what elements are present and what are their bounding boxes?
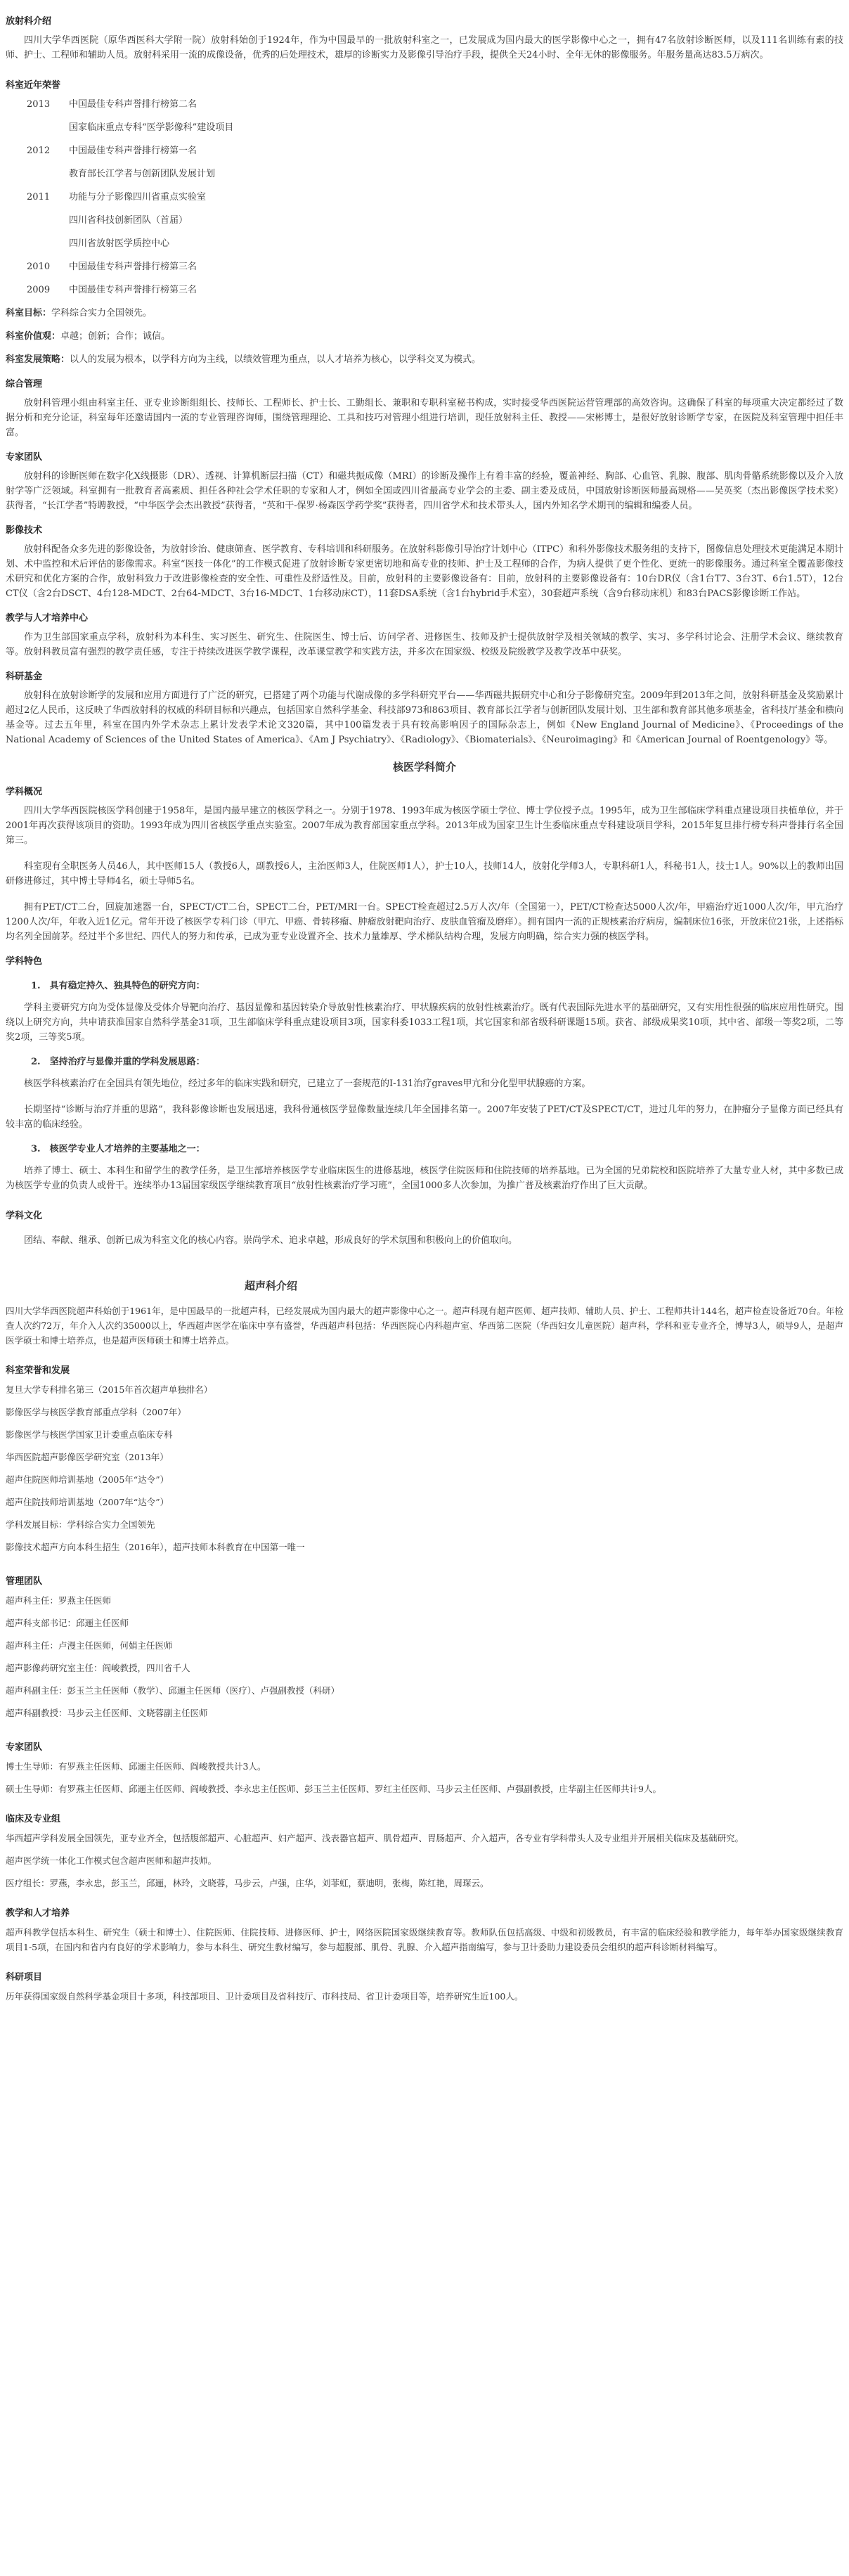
honor-text: 中国最佳专科声誉排行榜第三名 xyxy=(69,285,197,295)
radiology-tech-text: 放射科配备众多先进的影像设备，为放射诊治、健康筛查、医学教育、专科培训和科研服务。在放射科影像引导治疗计划中心（ITPC）和科外影像技术服务组的支持下，图像信息处理技术更能满足本期计划、术中监控和术后评估的影像需求。科室“医技一体化”的工作模式促进了放射诊断专家更密切地和高专业的技师、护士及工程师的合作，为病人提供了更个性化、更统一的影像服务。通过科室全覆盖影像技术研究和优化方案的合作，放射科致力于改进影像检查的安全性、可重性及舒适性及。目前，放射科的主要影像设备有：目前，放射科的主要影像设备有：10台DR仪（含1台T7、3台3T、6台1.5T），12台CT仪（含2台DSCT、4台128-MDCT、2台64-MDCT、3台16-MDCT、1台移动床CT），11套DSA系统（含1台hybrid手术室），30套超声系统（含9台移动床机）和83台PACS影像诊断工作站。 xyxy=(6,544,843,599)
management-item: 超声科主任：罗燕主任医师 xyxy=(6,1595,112,1606)
nuclear-culture-title: 学科文化 xyxy=(6,1211,43,1221)
ultrasound-honor-item: 影像医学与核医学国家卫计委重点临床专科 xyxy=(6,1429,173,1440)
honor-year: 2010 xyxy=(27,262,51,272)
goal-text: 学科综合实力全国领先。 xyxy=(51,308,153,318)
values-text: 卓越；创新；合作；诚信。 xyxy=(60,331,171,342)
honor-row xyxy=(27,283,843,297)
clinical-item: 超声医学统一体化工作模式包含超声医师和超声技师。 xyxy=(6,1855,217,1866)
ultrasound-honors-title: 科室荣誉和发展 xyxy=(6,1365,70,1376)
radiology-team-text: 放射科的诊断医师在数字化X线摄影（DR）、透视、计算机断层扫描（CT）和磁共振成像（MRI）的诊断及操作上有着丰富的经验，覆盖神经、胸部、心血管、乳腺、腹部、肌肉骨骼系统影像以及介入放射学等广泛领域。科室拥有一批教育者高素质、担任各种社会学术任职的专家和人才，例如全国或四川省最高专业学会的主委、副主委及成员，中国放射诊断医师最高规格——吴英奖（杰出影像医学技术奖）获得者，“长江学者”特聘教授，“中华医学会杰出教授”获得者，“英和干-保罗·杨森医学药学奖”获得者，四川省学术和技术带头人，国内外知名学术期刊的编辑和编委人员。 xyxy=(6,471,843,511)
honor-row xyxy=(27,97,843,112)
ultrasound-honors-list xyxy=(6,1382,843,1554)
honor-year xyxy=(27,236,69,251)
ultrasound-honor-item: 学科发展目标：学科综合实力全国领先 xyxy=(6,1519,155,1530)
management-item: 超声科支部书记：邱逦主任医师 xyxy=(6,1618,129,1628)
radiology-funding-text: 放射科在放射诊断学的发展和应用方面进行了广泛的研究，已搭建了两个功能与代谢成像的多学科研究平台——华西磁共振研究中心和分子影像研究室。2009年到2013年之间，放射科研基金及奖励累计超过2亿人民币，这反映了华西放射科的权威的科研目标和兴趣点，包括国家自然科学基金、科技部973和863项目、教育部长江学者与创新团队发展计划、卫生部和教育部其他多项基金，省科技厅基金和横向基金等。过去五年里，科室在国内外学术杂志上累计发表学术论文320篇，其中100篇发表于具有较高影响因子的国际杂志上，例如《New England Journal of Medicine》、《Proceedings of the National Academy of Sciences of the United States of America》、《Am J Psychiatry》、《Radiology》、《Biomaterials》、《Neuroimaging》和《American Journal of Roentgenology》等。 xyxy=(6,690,843,745)
feature2-heading: 2. 坚持治疗与显像并重的学科发展思路： xyxy=(31,1057,205,1067)
honor-row xyxy=(27,236,843,251)
ultrasound-management-title: 管理团队 xyxy=(6,1576,43,1587)
feature2-text2: 长期坚持“诊断与治疗并重的思路”，我科影像诊断也发展迅速，我科骨通核医学显像数量连续几年全国排名第一。2007年安装了PET/CT及SPECT/CT，进过几年的努力，在肿瘤分子显像方面已经具有较丰富的临床经验。 xyxy=(6,1105,843,1130)
honor-year: 2013 xyxy=(27,99,51,110)
ultrasound-section xyxy=(6,1279,843,2004)
feature3-text: 培养了博士、硕士、本科生和留学生的教学任务，是卫生部培养核医学专业临床医生的进修基地，核医学住院医师和住院技师的培养基地。已为全国的兄弟院校和医院培养了大量专业人材，其中多数已成为核医学专业的负责人或骨干。连续举办13届国家级医学继续教育项目“放射性核素治疗学习班”，全国1000多人次参加，为推广普及核素治疗作出了巨大贡献。 xyxy=(6,1166,843,1191)
nuclear-title: 核医学科简介 xyxy=(392,761,456,773)
radiology-team-title: 专家团队 xyxy=(6,452,43,463)
ultrasound-clinical-list xyxy=(6,1831,843,1891)
honor-text: 四川省放射医学质控中心 xyxy=(69,238,170,249)
expert-item: 硕士生导师：有罗燕主任医师、邱逦主任医师、阎峻教授、李永忠主任医师、彭玉兰主任医师、罗红主任医师、马步云主任医师、卢强副教授，庄华副主任医师共计9人。 xyxy=(6,1784,661,1794)
radiology-education-title: 教学与人才培养中心 xyxy=(6,613,89,624)
radiology-development xyxy=(6,352,843,367)
feature2-text1: 核医学科核素治疗在全国具有领先地位，经过多年的临床实践和研究，已建立了一套规范的I-131治疗graves甲亢和分化型甲状腺癌的方案。 xyxy=(24,1078,591,1089)
radiology-management-title: 综合管理 xyxy=(6,379,43,389)
radiology-funding-title: 科研基金 xyxy=(6,671,43,682)
ultrasound-honor-item: 影像医学与核医学教育部重点学科（2007年） xyxy=(6,1407,186,1417)
radiology-honors-title: 科室近年荣誉 xyxy=(6,80,61,91)
radiology-goal xyxy=(6,306,843,321)
management-item: 超声科主任：卢漫主任医师，何娟主任医师 xyxy=(6,1640,173,1651)
honor-text: 国家临床重点专科“医学影像科”建设项目 xyxy=(69,122,234,133)
feature1-text: 学科主要研究方向为受体显像及受体介导靶向治疗、基因显像和基因转染介导放射性核素治疗、甲状腺疾病的放射性核素治疗。既有代表国际先进水平的基础研究，又有实用性很强的临床应用性研究。围绕以上研究方向，共申请获准国家自然科学基金31项，卫生部临床学科重点建设项目3项，国家科委1033工程1项，其它国家和部省级科研课题15项。获省、部级成果奖10项，其中省、部级一等奖2项，二等奖2项，三等奖5项。 xyxy=(6,1003,843,1043)
nuclear-equipment-text: 拥有PET/CT二台，回旋加速器一台，SPECT/CT二台，SPECT二台，PET/MRI一台。SPECT检查超过2.5万人次/年（全国第一），PET/CT检查达5000人次/年，甲癌治疗近1000人次/年，甲亢治疗1200人次/年，年收入近1亿元。常年开设了核医学专科门诊（甲亢、甲癌、骨转移瘤、肿瘤放射靶向治疗、皮肤血管瘤及磨痒）。拥有国内一流的正规核素治疗病房，编制床位16张，开放床位21张，上述指标均名列全国前茅。经过半个多世纪、四代人的努力和传承，已成为亚专业设置齐全、技术力量雄厚、学术梯队结构合理，发展方向明确，综合实力强的核医学科。 xyxy=(6,902,843,942)
ultrasound-honor-item: 超声住院技师培训基地（2007年“达令”） xyxy=(6,1497,169,1507)
development-text: 以人的发展为根本，以学科方向为主线，以绩效管理为重点，以人才培养为核心，以学科交叉为模式。 xyxy=(70,354,481,365)
management-item: 超声影像药研究室主任：阎峻教授，四川省千人 xyxy=(6,1663,190,1673)
radiology-intro-text: 四川大学华西医院（原华西医科大学附一院）放射科始创于1924年，作为中国最早的一批放射科室之一，已发展成为国内最大的医学影像中心之一，拥有47名放射诊断医师，以及111名训练有素的技师、护士、工程师和辅助人员。放射科采用一流的成像设备，优秀的后处理技术，雄厚的诊断实力及影像引导治疗手段，提供全天24小时、全年无休的影像服务。年服务量高达83.5万病次。 xyxy=(6,35,843,60)
nuclear-overview-title: 学科概况 xyxy=(6,787,43,797)
honor-text: 中国最佳专科声誉排行榜第二名 xyxy=(69,99,197,110)
values-label: 科室价值观： xyxy=(6,331,61,342)
honor-text: 中国最佳专科声誉排行榜第三名 xyxy=(69,262,197,272)
ultrasound-honor-item: 复旦大学专科排名第三（2015年首次超声单独排名） xyxy=(6,1384,213,1395)
honor-year: 2012 xyxy=(27,146,51,156)
ultrasound-teaching-title: 教学和人才培养 xyxy=(6,1908,70,1919)
honor-row xyxy=(27,120,843,135)
feature1-heading: 1. 具有稳定持久、独具特色的研究方向： xyxy=(31,981,205,991)
radiology-management-text: 放射科管理小组由科室主任、亚专业诊断组组长、技师长、工程师长、护士长、工勤组长、兼职和专职科室秘书构成，实时接受华西医院运营管理部的高效咨询。这确保了科室的每项重大决定都经过了数据分析和充分论证，科室每年还邀请国内一流的专业管理咨询师，围绕管理理论、工具和技巧对管理小组进行培训，现任放射科主任、教授——宋彬博士，是很好放射诊断学专家，在医院及科室管理中担任丰富。 xyxy=(6,398,843,438)
radiology-honors-list xyxy=(6,97,843,297)
management-item: 超声科副主任：彭玉兰主任医师（教学）、邱逦主任医师（医疗）、卢强副教授（科研） xyxy=(6,1685,340,1696)
honor-year xyxy=(27,167,69,181)
ultrasound-experts-list xyxy=(6,1759,843,1796)
nuclear-staff-text: 科室现有全职医务人员46人，其中医师15人（教授6人，副教授6人，主治医师3人，住院医师1人），护士10人，技师14人，放射化学师3人，专职科研1人，科秘书1人，技士1人。90%以上的教师出国研修进修过，其中博士导师4名，硕士导师5名。 xyxy=(6,861,843,887)
clinical-item: 医疗组长：罗燕，李永忠，彭玉兰，邱逦，林玲，文晓蓉，马步云，卢强，庄华，刘菲虹，蔡迪明，张梅，陈红艳，周琛云。 xyxy=(6,1878,489,1888)
ultrasound-honor-item: 华西医院超声影像医学研究室（2013年） xyxy=(6,1452,169,1462)
honor-year xyxy=(27,213,69,228)
management-item: 超声科副教授：马步云主任医师、文晓蓉副主任医师 xyxy=(6,1708,208,1718)
honor-year: 2009 xyxy=(27,285,51,295)
honor-year xyxy=(27,120,69,135)
ultrasound-clinical-title: 临床及专业组 xyxy=(6,1814,61,1824)
ultrasound-intro-text: 四川大学华西医院超声科始创于1961年，是中国最早的一批超声科，已经发展成为国内最大的超声影像中心之一。超声科现有超声医师、超声技师、辅助人员、护士、工程师共计144名，超声检查设备近70台。年检查人次约72万，年介入人次约35000以上，华西超声医学在临床中享有盛誉，华西超声科包括：华西医院心内科超声室、华西第二医院（华西妇女儿童医院）超声科，学科和亚专业齐全，博导3人，硕导9人，是超声医学硕士和博士培养点，也是超声医师硕士和博士培养点。 xyxy=(6,1306,843,1346)
radiology-section xyxy=(6,14,843,747)
radiology-tech-title: 影像技术 xyxy=(6,525,43,536)
honor-row xyxy=(27,143,843,158)
feature3-heading: 3. 核医学专业人才培养的主要基地之一： xyxy=(31,1144,205,1154)
radiology-values xyxy=(6,329,843,344)
goal-label: 科室目标： xyxy=(6,308,52,318)
nuclear-culture-text: 团结、奉献、继承、创新已成为科室文化的核心内容。崇尚学术、追求卓越，形成良好的学术氛围和积极向上的价值取向。 xyxy=(24,1235,518,1246)
ultrasound-research-title: 科研项目 xyxy=(6,1972,43,1983)
development-label: 科室发展策略： xyxy=(6,354,70,365)
radiology-education-text: 作为卫生部国家重点学科，放射科为本科生、实习医生、研究生、住院医生、博士后、访问学者、进修医生、技师及护士提供放射学及相关领域的教学、实习、多学科讨论会、注册学术会议、继续教育等。放射科教员富有强烈的教学责任感，专注于持续改进医学教学课程，改革课堂教学和实践方法，并多次在国家级、校级及院级教学及教学改革中获奖。 xyxy=(6,632,843,657)
honor-text: 中国最佳专科声誉排行榜第一名 xyxy=(69,146,197,156)
ultrasound-research-text: 历年获得国家级自然科学基金项目十多项，科技部项目、卫计委项目及省科技厅、市科技局、省卫计委项目等，培养研究生近100人。 xyxy=(6,1991,524,2002)
ultrasound-management-list xyxy=(6,1593,843,1720)
honor-row xyxy=(27,259,843,274)
honor-row xyxy=(27,213,843,228)
ultrasound-title: 超声科介绍 xyxy=(245,1280,298,1292)
honor-text: 教育部长江学者与创新团队发展计划 xyxy=(69,169,216,179)
ultrasound-honor-item: 影像技术超声方向本科生招生（2016年），超声技师本科教育在中国第一唯一 xyxy=(6,1542,305,1552)
honor-text: 功能与分子影像四川省重点实验室 xyxy=(69,192,207,202)
ultrasound-teaching-text: 超声科教学包括本科生、研究生（硕士和博士）、住院医师、住院技师、进修医师、护士，网络医院国家级继续教育等。教师队伍包括高级、中级和初级教员，有丰富的临床经验和教学能力，每年举办国家级继续教育项目1-5项，在国内和省内有良好的学术影响力，参与本科生、研究生教材编写，参与超腹部、肌骨、乳腺、介入超声指南编写，参与卫计委助力建设委员会组织的超声科诊断材料编写。 xyxy=(6,1927,843,1952)
ultrasound-honor-item: 超声住院医师培训基地（2005年“达令”） xyxy=(6,1474,169,1485)
honor-year: 2011 xyxy=(27,192,51,202)
honor-text: 四川省科技创新团队（首届） xyxy=(69,215,188,226)
clinical-item: 华西超声学科发展全国领先，亚专业齐全，包括腹部超声、心脏超声、妇产超声、浅表器官超声、肌骨超声、胃肠超声、介入超声，各专业有学科带头人及专业组并开展相关临床及基础研究。 xyxy=(6,1833,744,1843)
ultrasound-experts-title: 专家团队 xyxy=(6,1742,43,1753)
nuclear-features-title: 学科特色 xyxy=(6,956,43,967)
radiology-intro-title: 放射科介绍 xyxy=(6,16,52,27)
expert-item: 博士生导师：有罗燕主任医师、邱逦主任医师、阎峻教授共计3人。 xyxy=(6,1761,266,1772)
nuclear-section xyxy=(6,760,843,1248)
honor-row xyxy=(27,190,843,205)
honor-row xyxy=(27,167,843,181)
nuclear-overview-text: 四川大学华西医院核医学科创建于1958年，是国内最早建立的核医学科之一。分别于1978、1993年成为核医学硕士学位、博士学位授予点。1995年，成为卫生部临床学科重点建设项目扶植单位，并于2001年再次获得该项目的资助。1993年成为四川省核医学重点实验室。2007年成为教育部国家重点学科。2013年成为国家卫生计生委临床重点专科建设项目学科，2015年复旦排行榜专科声誉排行名全国第三。 xyxy=(6,806,843,846)
